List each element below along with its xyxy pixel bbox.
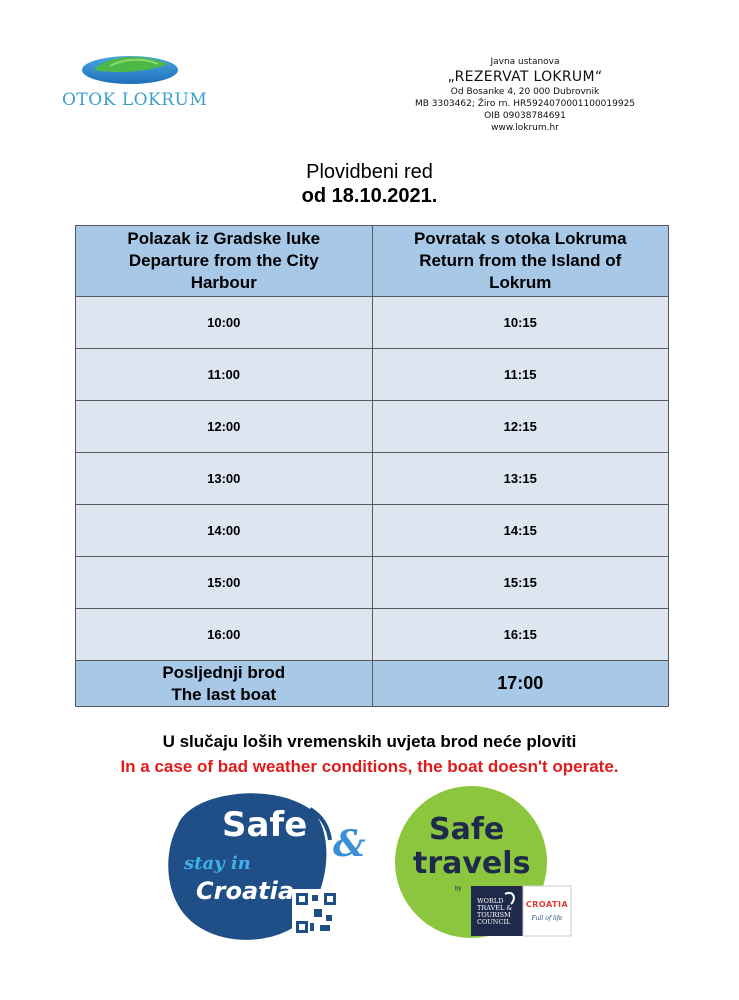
departure-time: 11:00 (76, 349, 373, 401)
departure-time: 13:00 (76, 453, 373, 505)
weather-warning-hr: U slučaju loših vremenskih uvjeta brod neće ploviti (162, 732, 577, 751)
croatia-logo (525, 900, 569, 922)
header-return-line1: Povratak s otoka Lokruma (413, 229, 627, 248)
safe-travels-subtitle: travels (413, 846, 531, 881)
departure-time: 16:00 (76, 609, 373, 661)
return-time: 15:15 (372, 557, 669, 609)
table-row (76, 505, 669, 557)
croatia-logo-tagline: Full of life (531, 915, 563, 922)
safe-travels-by: by (455, 886, 462, 892)
departure-time: 12:00 (76, 401, 373, 453)
schedule-table (75, 225, 669, 707)
title-line-2: od 18.10.2021. (301, 185, 438, 207)
table-row (76, 401, 669, 453)
table-row (76, 609, 669, 661)
header-return-line2: Return from the Island of (419, 251, 622, 270)
last-boat-row (76, 661, 669, 707)
return-time: 10:15 (372, 297, 669, 349)
return-time: 12:15 (372, 401, 669, 453)
org-address: Od Bosanke 4, 20 000 Dubrovnik (450, 87, 600, 97)
wttc-line2: TRAVEL & (477, 904, 513, 912)
croatia-logo-text: CROATIA (525, 900, 569, 909)
safe-travels-title: Safe (429, 812, 505, 847)
last-boat-label-hr: Posljednji brod (162, 662, 286, 682)
last-boat-time: 17:00 (372, 661, 669, 707)
return-time: 11:15 (372, 349, 669, 401)
org-ids: MB 3303462; Žiro rn. HR5924070001100019925 (414, 99, 636, 109)
wttc-line3: TOURISM (477, 911, 511, 919)
otok-lokrum-logo (62, 48, 222, 118)
weather-warning-en: In a case of bad weather conditions, the boat doesn't operate. (120, 757, 619, 776)
header-departure-line3: Harbour (190, 273, 257, 292)
org-type: Javna ustanova (490, 57, 560, 67)
safe-badge-subtitle: stay in (184, 853, 251, 874)
return-time: 13:15 (372, 453, 669, 505)
ampersand: & (333, 823, 366, 865)
wttc-line1: WORLD (477, 897, 504, 905)
title-line-1: Plovidbeni red (306, 161, 433, 183)
safe-badge-country: Croatia (196, 877, 295, 905)
departure-time: 14:00 (76, 505, 373, 557)
table-row (76, 557, 669, 609)
org-name: „REZERVAT LOKRUM“ (447, 69, 603, 85)
wttc-logo (477, 898, 519, 926)
last-boat-label (76, 661, 373, 707)
safe-stay-in-croatia-badge (160, 785, 340, 945)
header-return (372, 226, 669, 297)
departure-time: 15:00 (76, 557, 373, 609)
page-title (0, 160, 739, 208)
org-oib: OIB 09038784691 (484, 111, 566, 121)
header-return-line3: Lokrum (489, 273, 552, 292)
safe-travels-badge (393, 786, 573, 944)
org-website[interactable]: www.lokrum.hr (491, 123, 559, 133)
table-row (76, 453, 669, 505)
logo-text: OTOK LOKRUM (62, 90, 208, 110)
wttc-line4: COUNCIL (477, 918, 511, 926)
header-departure-line1: Polazak iz Gradske luke (127, 229, 321, 248)
header-departure (76, 226, 373, 297)
organization-info (400, 56, 650, 134)
table-header-row (76, 226, 669, 297)
departure-time: 10:00 (76, 297, 373, 349)
table-row (76, 297, 669, 349)
island-logo-icon (80, 50, 180, 86)
return-time: 16:15 (372, 609, 669, 661)
table-row (76, 349, 669, 401)
header-departure-line2: Departure from the City (128, 251, 319, 270)
last-boat-label-en: The last boat (171, 684, 277, 704)
safe-badge-title: Safe (222, 805, 308, 845)
return-time: 14:15 (372, 505, 669, 557)
